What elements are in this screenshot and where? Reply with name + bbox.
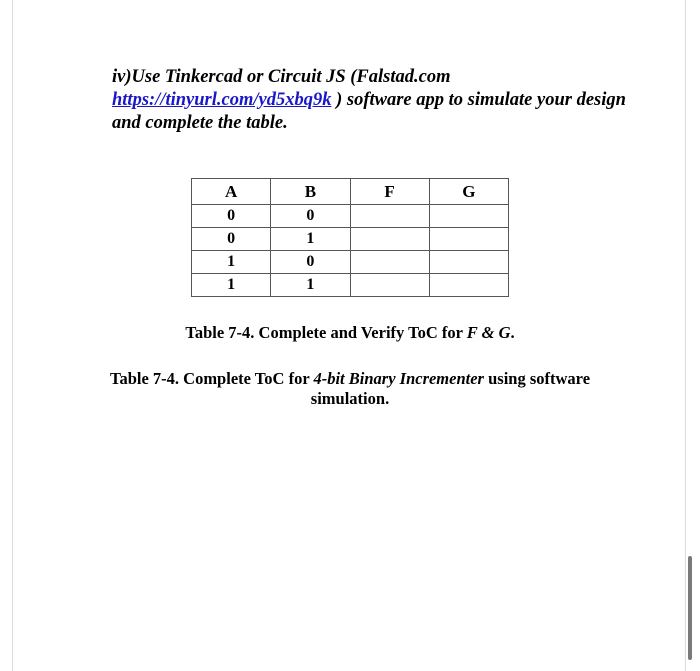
cell-a: 1 bbox=[192, 274, 271, 297]
simulator-link[interactable]: https://tinyurl.com/yd5xbq9k bbox=[112, 90, 332, 110]
cell-a: 0 bbox=[192, 205, 271, 228]
cell-g[interactable] bbox=[429, 251, 508, 274]
cell-f[interactable] bbox=[350, 251, 429, 274]
vertical-scrollbar[interactable] bbox=[688, 556, 692, 660]
instruction-paragraph bbox=[112, 66, 632, 135]
cell-b: 1 bbox=[271, 274, 350, 297]
header-f: F bbox=[350, 179, 429, 205]
caption2-text-b: using software simulation. bbox=[310, 369, 591, 408]
cell-b: 0 bbox=[271, 251, 350, 274]
caption1-var-f: F bbox=[466, 323, 478, 342]
header-a: A bbox=[192, 179, 271, 205]
truth-table bbox=[191, 178, 509, 297]
table-caption-incrementer bbox=[100, 369, 600, 409]
table-row bbox=[192, 251, 509, 274]
caption1-amp: & bbox=[477, 323, 499, 342]
header-b: B bbox=[271, 179, 350, 205]
header-g: G bbox=[429, 179, 508, 205]
table-row bbox=[192, 274, 509, 297]
caption2-text-a: Table 7-4. Complete ToC for bbox=[109, 369, 314, 388]
table-row bbox=[192, 228, 509, 251]
caption1-text: Table 7-4. Complete and Verify ToC for bbox=[185, 323, 467, 342]
instruction-prefix: iv)Use Tinkercad or Circuit JS (Falstad.com bbox=[112, 67, 451, 87]
caption1-var-g: G bbox=[498, 323, 511, 342]
instruction-suffix: ) software app to simulate your design and complete the table. bbox=[112, 90, 626, 133]
cell-g[interactable] bbox=[429, 205, 508, 228]
cell-f[interactable] bbox=[350, 205, 429, 228]
table-caption-verify bbox=[0, 323, 700, 343]
cell-a: 0 bbox=[192, 228, 271, 251]
cell-b: 1 bbox=[271, 228, 350, 251]
cell-f[interactable] bbox=[350, 274, 429, 297]
table-header-row bbox=[192, 179, 509, 205]
cell-g[interactable] bbox=[429, 228, 508, 251]
cell-g[interactable] bbox=[429, 274, 508, 297]
caption1-period: . bbox=[510, 323, 515, 342]
table-row bbox=[192, 205, 509, 228]
cell-f[interactable] bbox=[350, 228, 429, 251]
cell-a: 1 bbox=[192, 251, 271, 274]
cell-b: 0 bbox=[271, 205, 350, 228]
caption2-italic: 4-bit Binary Incrementer bbox=[313, 369, 484, 388]
